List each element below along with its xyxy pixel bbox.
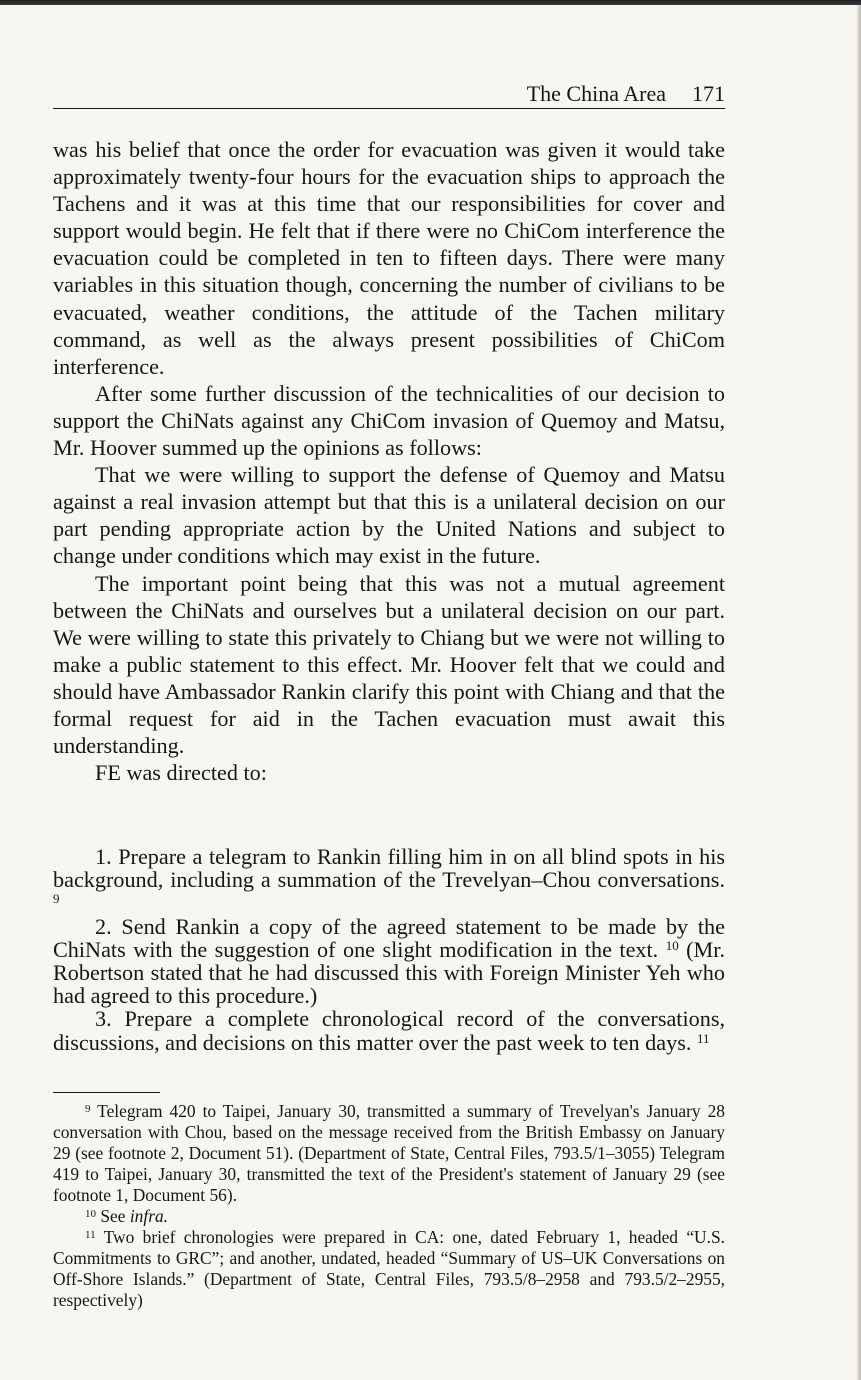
footnote (53, 1206, 725, 1227)
body-text (53, 136, 725, 786)
footnote-ref: 11 (696, 1030, 710, 1046)
list-item (53, 915, 725, 1008)
footnote-rule (53, 1092, 160, 1093)
paragraph: That we were willing to support the defense of Quemoy and Matsu against a real invasion attempt but that this is a unilateral decision on our part pending appropriate action by the United Nations and subject to change under conditions which may exist in the future. (53, 462, 725, 569)
running-head (53, 80, 725, 109)
running-head-title: The China Area (526, 81, 666, 106)
footnote-text: See (100, 1206, 126, 1226)
list-item-text: 1. Prepare a telegram to Rankin filling him in on all blind spots in his background, including a summation of the Trevelyan–Chou conversations. (53, 844, 725, 893)
directive-list (53, 845, 725, 1054)
list-item (53, 1007, 725, 1053)
list-item-text: 2. Send Rankin a copy of the agreed statement to be made by the ChiNats with the suggestion of one slight modification in the text. (53, 913, 725, 962)
paragraph: The important point being that this was not a mutual agreement between the ChiNats and ourselves but a unilateral decision on our part. We were willing to state this privately to Chiang but we were not willing to make a public statement to this effect. Mr. Hoover felt that we could and should have Ambassador Rankin clarify this point with Chiang and that the formal request for aid in the Tachen evacuation must await this understanding. (53, 570, 725, 759)
footnote-ref: 10 (665, 937, 679, 953)
footnote-text: Telegram 420 to Taipei, January 30, transmitted a summary of Trevelyan's January 28 conversation with Chou, based on the message received from the British Embassy on January 29 (see footnote 2, Document 51). (Department of State, Central Files, 793.5/1–3055) Telegram 419 to Taipei, January 30, transmitted the text of the President's statement of January 29 (see footnote 1, Document 56). (53, 1101, 725, 1205)
footnote-marker: 9 (85, 1103, 91, 1115)
footnotes (53, 1101, 725, 1311)
footnote-text: Two brief chronologies were prepared in CA: one, dated February 1, headed “U.S. Commitments to GRC”; and another, undated, headed “Summary of US–UK Conversations on Off-Shore Islands.” (Department of State, Central Files, 793.5/8–2958 and 793.5/2–2955, respectively) (53, 1227, 725, 1310)
list-item-text: 3. Prepare a complete chronological record of the conversations, discussions, and decisions on this matter over the past week to ten days. (53, 1006, 725, 1055)
footnote (53, 1227, 725, 1311)
footnote-italic: infra. (129, 1206, 169, 1226)
paragraph: FE was directed to: (95, 760, 267, 786)
list-item (53, 845, 725, 915)
footnote (53, 1101, 725, 1206)
paragraph-continued: was his belief that once the order for evacuation was given it would take approximately twenty-four hours for the evacuation ships to approach the Tachens and it was at this time that our responsibilities for cover and support would begin. He felt that if there were no ChiCom interference the evacuation could be completed in ten to fifteen days. There were many variables in this situation though, concerning the number of civilians to be evacuated, weather conditions, the attitude of the Tachen military command, as well as the always present possibilities of ChiCom interference. (53, 137, 725, 379)
footnote-marker: 11 (85, 1229, 96, 1241)
paragraph: After some further discussion of the technicalities of our decision to support the ChiNats against any ChiCom invasion of Quemoy and Matsu, Mr. Hoover summed up the opinions as follows: (53, 380, 725, 461)
scan-right-edge (857, 5, 861, 1380)
list-item-aside: (Mr. Robertson stated that he had discussed this with Foreign Minister Yeh who had agreed to this procedure.) (53, 936, 725, 1009)
page-number: 171 (692, 81, 725, 106)
footnote-ref: 9 (53, 891, 60, 907)
footnote-marker: 10 (85, 1208, 96, 1220)
scan-top-edge (0, 0, 861, 5)
